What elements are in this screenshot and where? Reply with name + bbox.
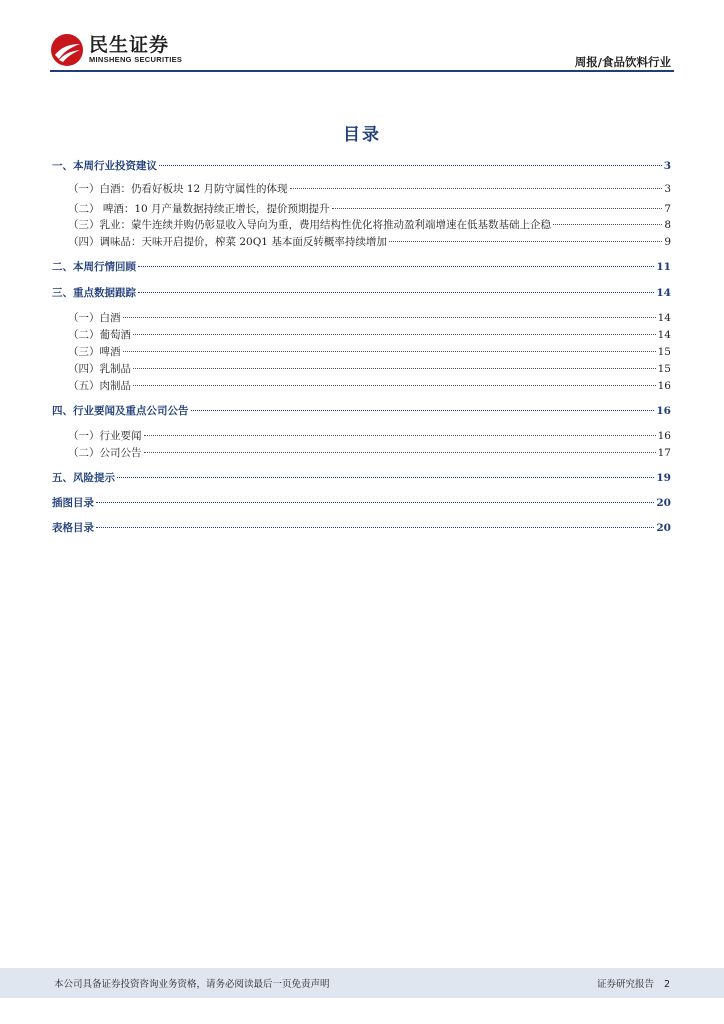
minsheng-logo-icon: [50, 33, 84, 67]
toc-subsection-entry[interactable]: [52, 310, 671, 325]
report-label: 证券研究报告: [596, 979, 654, 990]
toc-entry-label: （一）行业要闻: [68, 430, 142, 442]
toc-entry-label: （四）乳制品: [68, 363, 131, 375]
logo-chinese-name: 民生证券: [89, 34, 170, 56]
toc-entry-label: 五、风险提示: [52, 472, 115, 484]
toc-subsection-entry[interactable]: [52, 201, 671, 216]
toc-dot-leader: [138, 292, 654, 293]
toc-dot-leader: [123, 317, 656, 318]
toc-dot-leader: [133, 385, 656, 386]
toc-entry-label: 表格目录: [52, 522, 94, 534]
toc-entry-page: 16: [657, 430, 671, 442]
toc-dot-leader: [96, 502, 654, 503]
toc-section-entry[interactable]: [52, 158, 671, 173]
toc-section-entry[interactable]: [52, 520, 671, 535]
page-header: [0, 0, 724, 74]
toc-entry-page: 11: [656, 261, 671, 273]
report-type: 周报/食品饮料行业: [574, 55, 671, 69]
toc-title: 目录: [343, 125, 381, 145]
toc-dot-leader: [159, 165, 662, 166]
toc-entry-page: 14: [657, 312, 671, 324]
logo-english-name: MINSHENG SECURITIES: [89, 55, 183, 64]
toc-entry-label: （一）白酒: [68, 312, 121, 324]
toc-dot-leader: [553, 224, 662, 225]
toc-dot-leader: [144, 452, 656, 453]
toc-entry-label: （二） 啤酒：10 月产量数据持续正增长，提价预期提升: [68, 203, 330, 215]
toc-entry-page: 17: [657, 447, 671, 459]
toc-entry-label: （三）乳业：蒙牛连续并购仍彰显收入导向为重，费用结构性优化将推动盈利端增速在低基数基础上企稳: [68, 219, 551, 231]
toc-subsection-entry[interactable]: [52, 344, 671, 359]
footer-right: [597, 976, 670, 990]
toc-entry-page: 3: [663, 160, 671, 172]
toc-section-entry[interactable]: [52, 285, 671, 300]
toc-dot-leader: [138, 266, 654, 267]
toc-dot-leader: [133, 334, 656, 335]
toc-dot-leader: [133, 368, 656, 369]
toc-section-entry[interactable]: [52, 259, 671, 274]
toc-subsection-entry[interactable]: [52, 327, 671, 342]
toc-subsection-entry[interactable]: [52, 361, 671, 376]
toc-entry-page: 3: [664, 183, 671, 195]
page-footer: [0, 968, 724, 998]
toc-entry-label: 三、重点数据跟踪: [52, 287, 136, 299]
toc-entry-page: 20: [656, 497, 671, 509]
toc-section-entry[interactable]: [52, 470, 671, 485]
toc-dot-leader: [117, 477, 654, 478]
toc-entry-label: 插图目录: [52, 497, 94, 509]
toc-entry-label: （一）白酒：仍看好板块 12 月防守属性的体现: [68, 183, 288, 195]
toc-dot-leader: [332, 208, 663, 209]
toc-entry-page: 16: [656, 405, 671, 417]
toc-dot-leader: [389, 241, 662, 242]
toc-entry-page: 16: [657, 380, 671, 392]
toc-entry-page: 19: [656, 472, 671, 484]
toc-entry-page: 7: [664, 203, 671, 215]
toc-section-entry[interactable]: [52, 495, 671, 510]
header-divider: [50, 70, 674, 72]
toc-section-entry[interactable]: [52, 403, 671, 418]
toc-entry-label: 一、本周行业投资建议: [52, 160, 157, 172]
toc-entry-label: 二、本周行情回顾: [52, 261, 136, 273]
page-number: 2: [663, 979, 670, 990]
footer-disclaimer: 本公司具备证券投资咨询业务资格，请务必阅读最后一页免责声明: [54, 979, 330, 990]
toc-subsection-entry[interactable]: [52, 234, 671, 249]
toc-entry-page: 20: [656, 522, 671, 534]
toc-entry-label: （二）公司公告: [68, 447, 142, 459]
toc-dot-leader: [96, 527, 654, 528]
toc-dot-leader: [144, 435, 656, 436]
toc-entry-page: 8: [664, 219, 671, 231]
toc-entry-page: 15: [657, 363, 671, 375]
toc-subsection-entry[interactable]: [52, 378, 671, 393]
toc-entry-label: （五）肉制品: [68, 380, 131, 392]
toc-entry-page: 14: [657, 329, 671, 341]
toc-dot-leader: [191, 410, 655, 411]
toc-entry-page: 14: [656, 287, 671, 299]
brand-logo: [50, 33, 182, 67]
toc-subsection-entry[interactable]: [52, 445, 671, 460]
toc-entry-label: （四）调味品：天味开启提价，榨菜 20Q1 基本面反转概率持续增加: [68, 236, 387, 248]
toc-entry-label: （二）葡萄酒: [68, 329, 131, 341]
toc-entry-page: 9: [664, 236, 671, 248]
toc-dot-leader: [290, 188, 663, 189]
toc-entry-label: （三）啤酒: [68, 346, 121, 358]
toc-subsection-entry[interactable]: [52, 181, 671, 196]
toc-entry-label: 四、行业要闻及重点公司公告: [52, 405, 189, 417]
toc-subsection-entry[interactable]: [52, 428, 671, 443]
toc-dot-leader: [123, 351, 656, 352]
toc-subsection-entry[interactable]: [52, 217, 671, 232]
toc-entry-page: 15: [657, 346, 671, 358]
